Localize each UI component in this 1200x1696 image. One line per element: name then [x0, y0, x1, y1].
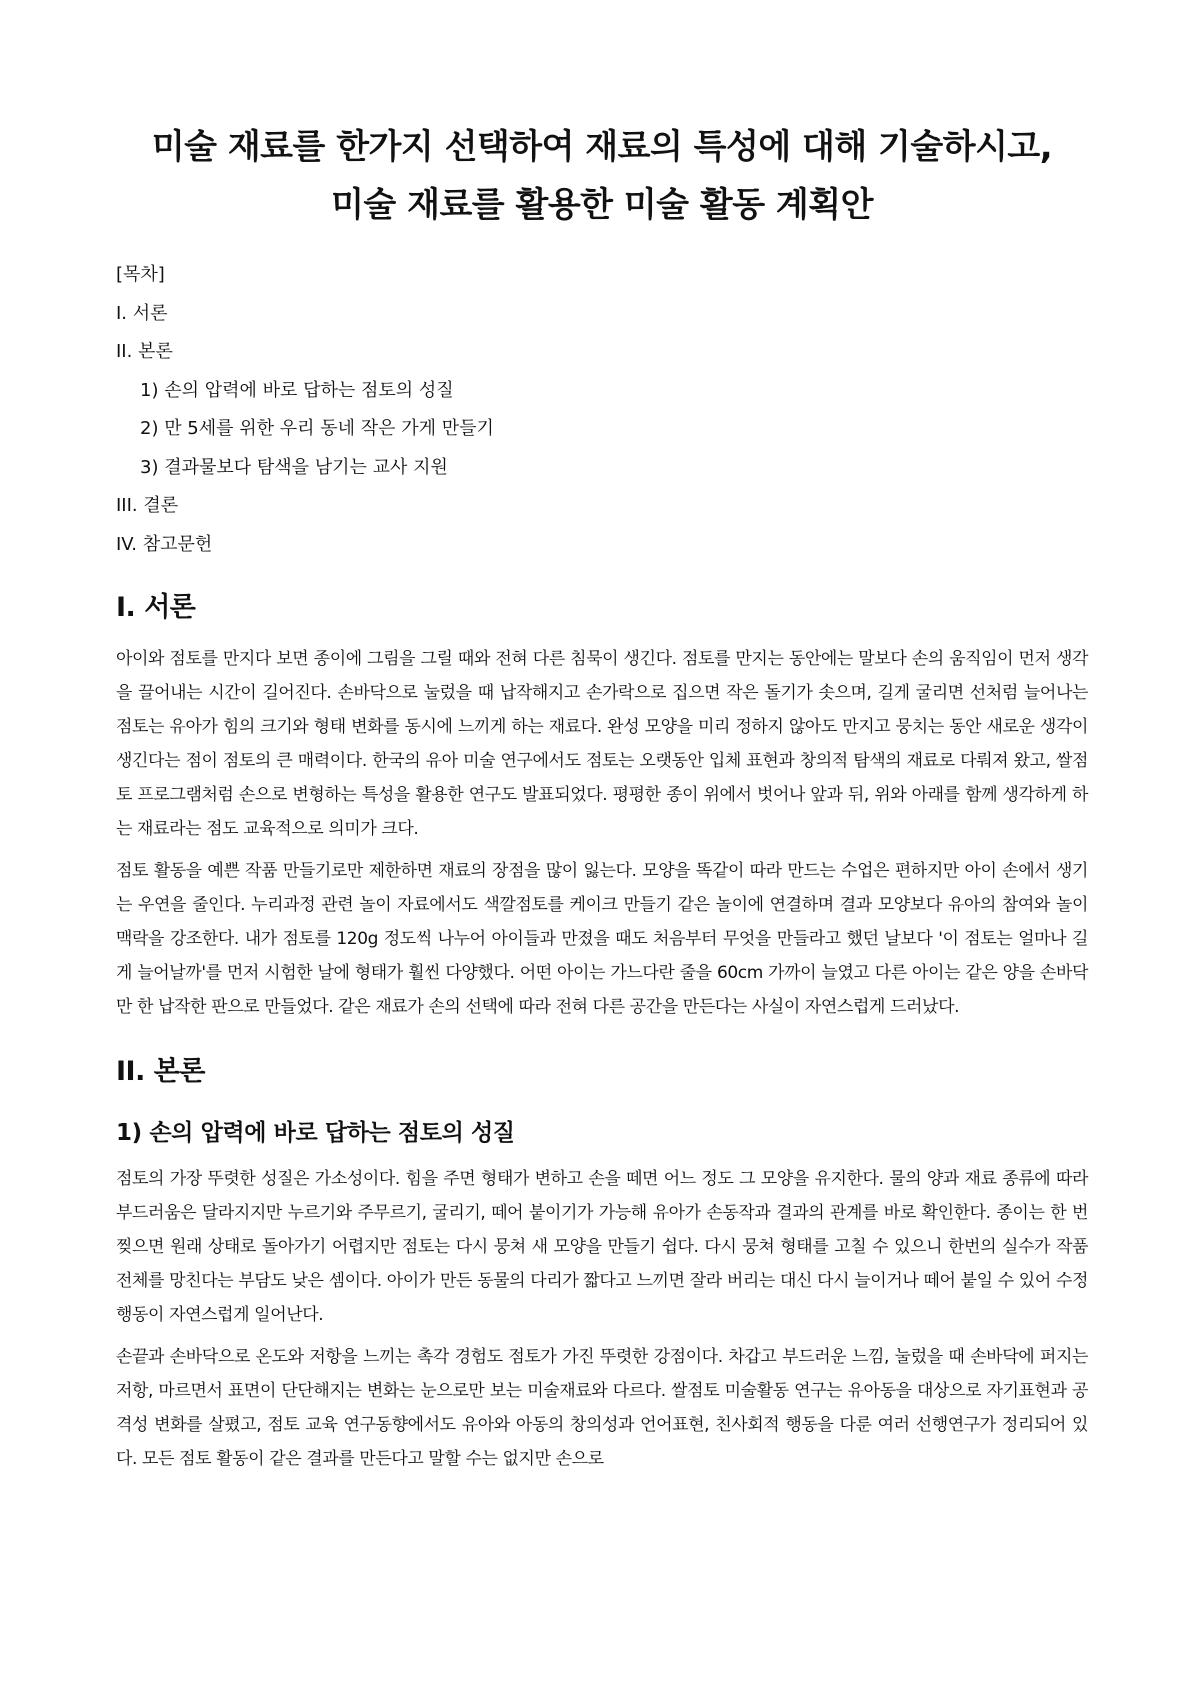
section-heading-introduction: I. 서론	[116, 592, 196, 623]
document-title	[116, 118, 1088, 234]
paragraph: 점토 활동을 예쁜 작품 만들기로만 제한하면 재료의 장점을 많이 잃는다. 모양을 똑같이 따라 만드는 수업은 편하지만 아이 손에서 생기는 우연을 줄인다. 누리과정 관련 놀이 자료에서도 색깔점토를 케이크 만들기 같은 놀이에 연결하며 결과 모양보다 유아의 참여와 놀이 맥락을 강조한다. 내가 점토를 120g 정도씩 나누어 아이들과 만졌을 때도 처음부터 무엇을 만들라고 했던 날보다 '이 점토는 얼마나 길게 늘어날까'를 먼저 시험한 날에 형태가 훨씬 다양했다. 어떤 아이는 가느다란 줄을 60cm 가까이 늘였고 다른 아이는 같은 양을 손바닥만 한 납작한 판으로 만들었다. 같은 재료가 손의 선택에 따라 전혀 다른 공간을 만든다는 사실이 자연스럽게 드러났다.	[116, 861, 1088, 1017]
subsection-heading-clay-properties: 1) 손의 압력에 바로 답하는 점토의 성질	[116, 1120, 515, 1146]
paragraph: 점토의 가장 뚜렷한 성질은 가소성이다. 힘을 주면 형태가 변하고 손을 떼면 어느 정도 그 모양을 유지한다. 물의 양과 재료 종류에 따라 부드러움은 달라지지만 누르기와 주무르기, 굴리기, 떼어 붙이기가 가능해 유아가 손동작과 결과의 관계를 바로 확인한다. 종이는 한 번 찢으면 원래 상태로 돌아가기 어렵지만 점토는 다시 뭉쳐 새 모양을 만들기 쉽다. 다시 뭉쳐 형태를 고칠 수 있으니 한번의 실수가 작품 전체를 망친다는 부담도 낮은 셈이다. 아이가 만든 동물의 다리가 짧다고 느끼면 잘라 버리는 대신 다시 늘이거나 떼어 붙일 수 있어 수정 행동이 자연스럽게 일어난다.	[116, 1169, 1088, 1325]
title-line-1: 미술 재료를 한가지 선택하여 재료의 특성에 대해 기술하시고,	[151, 127, 1053, 167]
toc-item-conclusion: III. 결론	[116, 495, 179, 516]
toc-subitem-1: 1) 손의 압력에 바로 답하는 점토의 성질	[140, 379, 454, 401]
toc-heading: [목차]	[116, 264, 165, 285]
paragraph: 아이와 점토를 만지다 보면 종이에 그림을 그릴 때와 전혀 다른 침묵이 생긴다. 점토를 만지는 동안에는 말보다 손의 움직임이 먼저 생각을 끌어내는 시간이 길어진다. 손바닥으로 눌렀을 때 납작해지고 손가락으로 집으면 작은 돌기가 솟으며, 길게 굴리면 선처럼 늘어나는 점토는 유아가 힘의 크기와 형태 변화를 동시에 느끼게 하는 재료다. 완성 모양을 미리 정하지 않아도 만지고 뭉치는 동안 새로운 생각이 생긴다는 점이 점토의 큰 매력이다. 한국의 유아 미술 연구에서도 점토는 오랫동안 입체 표현과 창의적 탐색의 재료로 다뤄져 왔고, 쌀점토 프로그램처럼 손으로 변형하는 특성을 활용한 연구도 발표되었다. 평평한 종이 위에서 벗어나 앞과 뒤, 위와 아래를 함께 생각하게 하는 재료라는 점도 교육적으로 의미가 크다.	[116, 649, 1088, 839]
title-line-2: 미술 재료를 활용한 미술 활동 계획안	[331, 185, 873, 225]
toc-item-references: IV. 참고문헌	[116, 533, 213, 555]
toc-subitem-3: 3) 결과물보다 탐색을 남기는 교사 지원	[140, 456, 448, 478]
toc-item-body: II. 본론	[116, 341, 173, 362]
toc-item-introduction: I. 서론	[116, 302, 168, 324]
paragraph: 손끝과 손바닥으로 온도와 저항을 느끼는 촉각 경험도 점토가 가진 뚜렷한 강점이다. 차갑고 부드러운 느낌, 눌렀을 때 손바닥에 퍼지는 저항, 마르면서 표면이 단단해지는 변화는 눈으로만 보는 미술재료와 다르다. 쌀점토 미술활동 연구는 유아동을 대상으로 자기표현과 공격성 변화를 살폈고, 점토 교육 연구동향에서도 유아와 아동의 창의성과 언어표현, 친사회적 행동을 다룬 여러 선행연구가 정리되어 있다. 모든 점토 활동이 같은 결과를 만든다고 말할 수는 없지만 손으로	[116, 1347, 1088, 1469]
document-page	[116, 118, 1088, 1484]
toc-subitem-2: 2) 만 5세를 위한 우리 동네 작은 가게 만들기	[140, 418, 494, 439]
table-of-contents	[116, 256, 1088, 564]
section-heading-body: II. 본론	[116, 1056, 205, 1087]
